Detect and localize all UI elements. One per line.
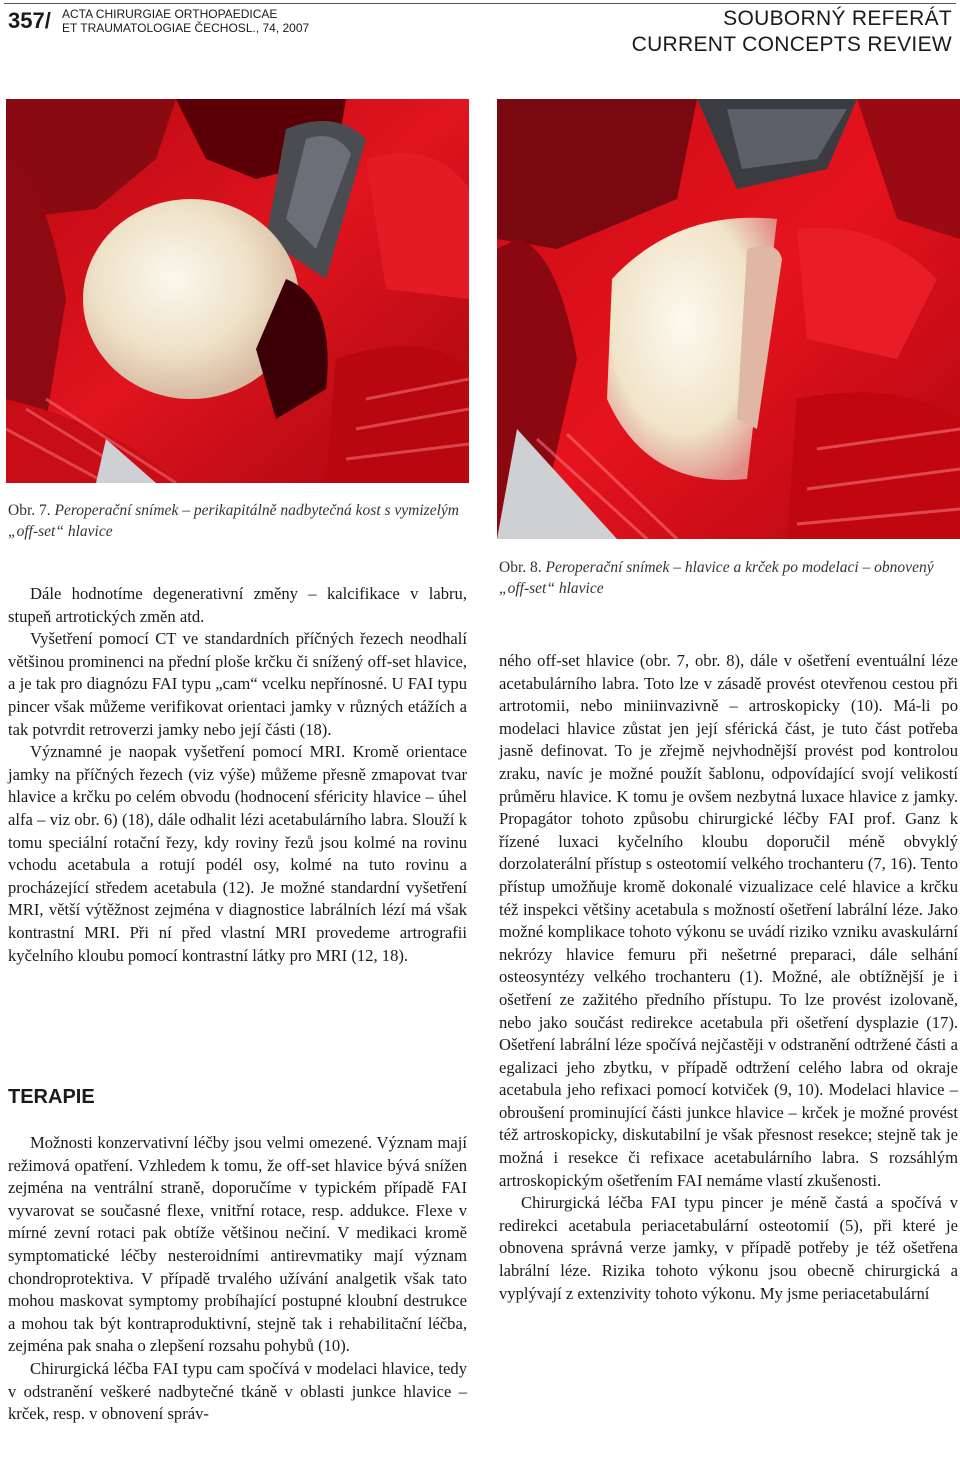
paragraph: Chirurgická léčba FAI typu cam spočívá v modelaci hlavice, tedy v odstranění veškeré nadbytečné tkáně v oblasti junkce hlavice – krček, resp. v obnovení správ-	[8, 1358, 467, 1424]
paragraph: Možnosti konzervativní léčby jsou velmi omezené. Význam mají režimová opatření. Vzhledem k tomu, že off-set hlavice bývá snížen zejména na ventrální straně, doporučíme v typickém případě FAI vyvarovat se současné flexe, vnitřní rotace, resp. addukce. Flexe v mírné zevní rotaci pak obtíže většinou nečiní. V medikaci kromě symptomatické léčby nesteroidními antirevmatiky mají význam chondroprotektiva. V případě trvalého užívání analgetik však tato mohou maskovat symptomy probíhající postupné kloubní destrukce a mohou tak být kontraproduktivní, stejně tak i rehabilitační léčba, zejména pak snaha o zlepšení rozsahu pohybů (10).	[8, 1133, 467, 1356]
paragraph: Chirurgická léčba FAI typu pincer je méně častá a spočívá v redirekci acetabula periacetabulární osteotomií (5), při které je obnovena správná verze jamky, v případě potřeby je též ošetřena labrální léze. Rizika tohoto výkonu jsou obecně chirurgická a vyplývají z extenzivity tohoto výkonu. My jsme periacetabulární	[499, 1193, 958, 1303]
figure-8-label: Obr. 8.	[499, 559, 542, 576]
page-number: 357/	[8, 8, 51, 33]
section-title-line-1: SOUBORNÝ REFERÁT	[723, 7, 952, 30]
section-heading-terapie: TERAPIE	[8, 1086, 95, 1108]
left-column-top	[8, 583, 467, 967]
figure-8-photo	[497, 99, 960, 539]
journal-name	[62, 7, 309, 35]
paragraph: ného off-set hlavice (obr. 7, obr. 8), dále v ošetření eventuální léze acetabulárního labra. Toto lze v zásadě provést otevřenou cestou při artrotomii, nebo miniinvazivně – artroskopicky (10). Má-li po modelaci hlavice zůstat jen její sférická část, je tuto část potřeba jasně definovat. To je zřejmě nejvhodnější provést pod kontrolou zraku, navíc je možné použít šablonu, odpovídající svojí velikostí průměru hlavice. K tomu je ovšem nezbytná luxace hlavice z jamky. Propagátor tohoto způsobu chirurgické léčby FAI prof. Ganz k řízené luxaci kyčelního kloubu doporučil méně obvyklý dorzolaterální přístup s osteotomií velkého trochanteru (7, 16). Tento přístup umožňuje kromě dokonalé vizualizace celé hlavice a krčku též inspekci většiny acetabula s možností ošetření labrální léze. Jako možné komplikace tohoto výkonu se uvádí riziko vzniku avaskulární nekrózy hlavice femuru při nešetrné preparaci, dále selhání osteosyntézy velkého trochanteru (1). Možné, ale obtížnější je i ošetření ze zažitého předního přístupu. To lze provést izolovaně, nebo jako součást redirekce acetabula při ošetření dysplazie (17). Ošetření labrální léze spočívá nejčastěji v odstranění odtržené části a egalizaci jeho zbytku, v případě odtržení celého labra od okraje acetabula jeho refixaci pomocí kotviček (9, 10). Modelaci hlavice – obroušení prominující části junkce hlavice – krček je možné provést též artroskopicky, diskutabilní je však přesnost resekce; stejně tak je možná i resekce či refixace acetabulárního labra. S rozsáhlým artroskopickým ošetřením FAI nemáme vlastí zkušenosti.	[499, 651, 958, 1190]
figure-7-caption-text: Peroperační snímek – perikapitálně nadbytečná kost s vymizelým „off-set“ hlavice	[8, 502, 459, 540]
journal-line-2: ET TRAUMATOLOGIAE ČECHOSL., 74, 2007	[62, 21, 310, 35]
figure-7-label: Obr. 7.	[8, 502, 51, 519]
paragraph: Významné je naopak vyšetření pomocí MRI. Kromě orientace jamky na příčných řezech (viz výše) můžeme přesně zmapovat tvar hlavice a krčku po celém obvodu (hodnocení sféricity hlavice – úhel alfa – viz obr. 6) (18), dále odhalit lézi acetabulárního labra. Slouží k tomu speciální rotační řezy, kdy roviny řezů jsou kolmé na rovinu vchodu acetabula a rotují podél osy, kolmé na tuto rovinu a procházející středem acetabula (12). Je možné standardní vyšetření MRI, větší výtěžnost zejména v diagnostice labrálních lézí má však kontrastní MRI. Při ní před vlastní MRI provedeme artrografii kyčelního kloubu pomocí kontrastní látky pro MRI (12, 18).	[8, 742, 467, 965]
paragraph: Dále hodnotíme degenerativní změny – kalcifikace v labru, stupeň artrotických změn atd.	[8, 584, 467, 626]
left-column-bottom	[8, 1132, 467, 1426]
paragraph: Vyšetření pomocí CT ve standardních příčných řezech neodhalí většinou prominenci na přední ploše krčku či snížený off-set hlavice, a je tak pro diagnózu FAI typu „cam“ vcelku nepřínosné. U FAI typu pincer však můžeme verifikovat orientaci jamky v různých etážích a tak potvrdit retroverzi jamky nebo její části (18).	[8, 629, 467, 739]
header-rule	[4, 3, 956, 4]
right-column	[499, 650, 958, 1305]
section-title	[632, 6, 952, 58]
figure-7-photo	[6, 99, 469, 483]
figure-8-caption	[499, 557, 959, 599]
figure-8-caption-text: Peroperační snímek – hlavice a krček po modelaci – obnovený „off-set“ hlavice	[499, 559, 934, 597]
figure-7-caption	[8, 500, 468, 542]
section-title-line-2: CURRENT CONCEPTS REVIEW	[631, 33, 952, 56]
journal-line-1: ACTA CHIRURGIAE ORTHOPAEDICAE	[62, 7, 278, 21]
